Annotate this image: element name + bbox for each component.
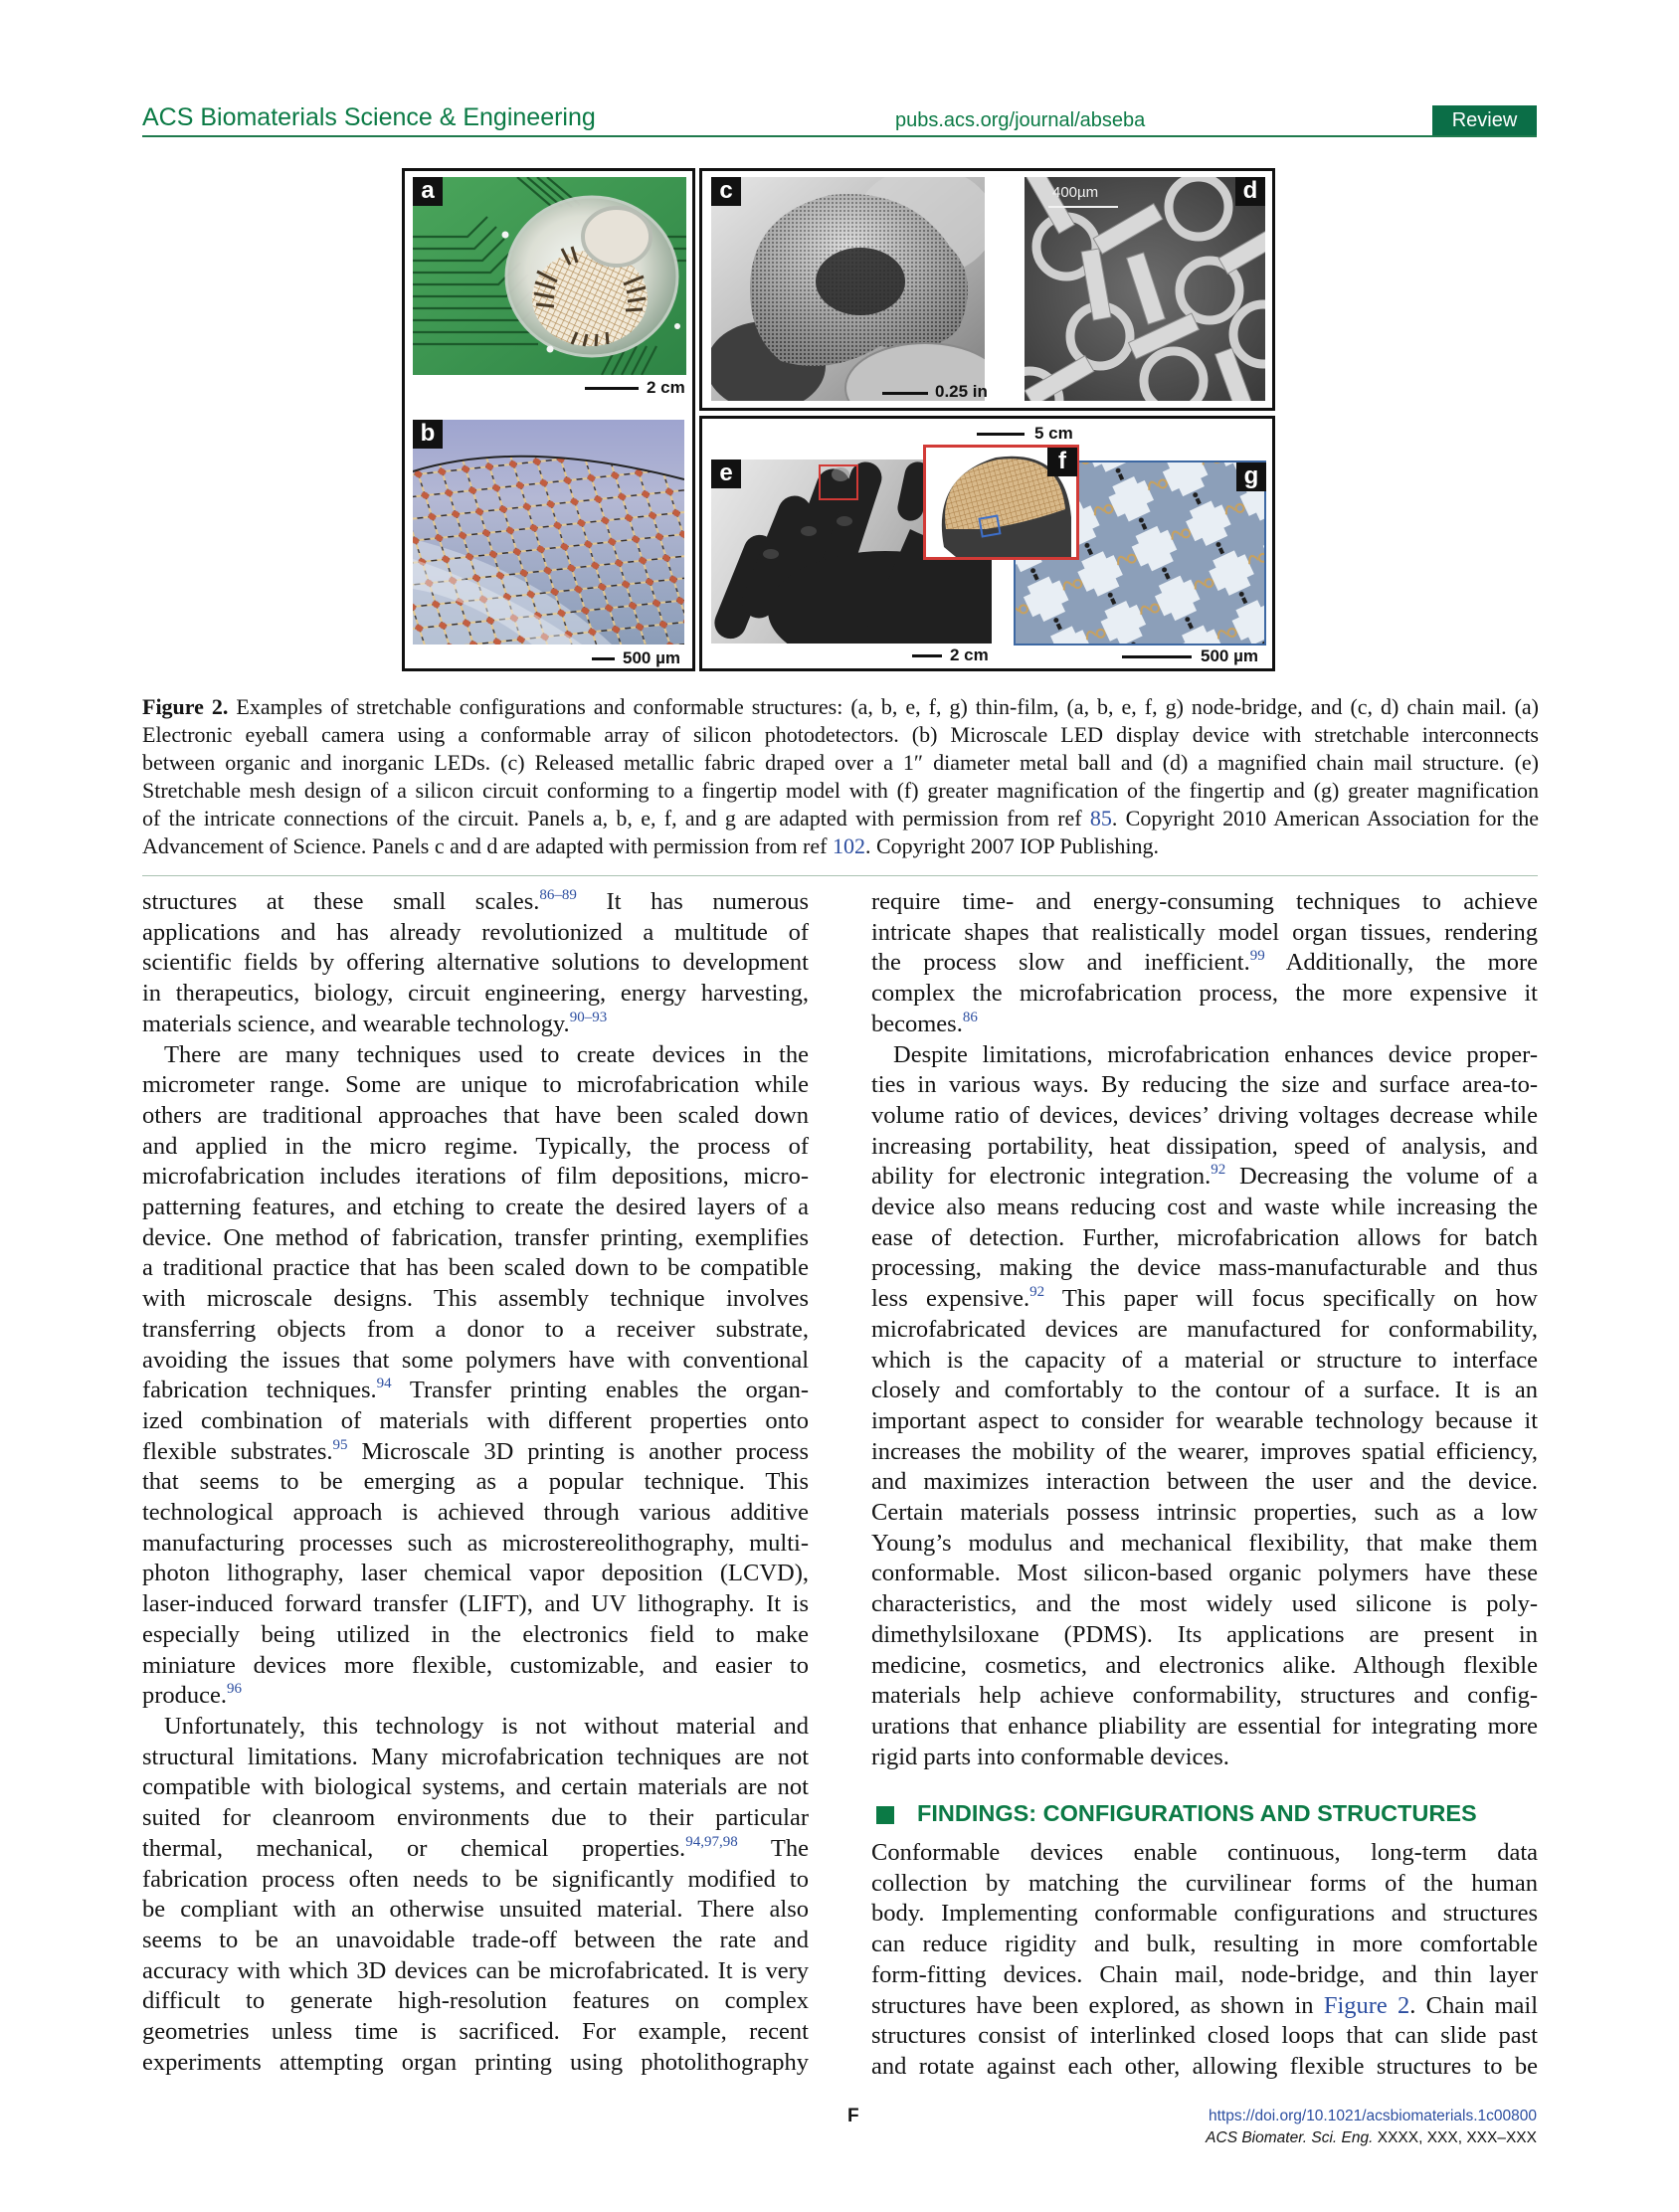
text-line: There are many techniques used to create devices in the (164, 1040, 809, 1068)
text-line: important aspect to consider for wearable technology because it (871, 1406, 1538, 1434)
text-line: fabrication techniques.$^{94}$ Transfer printing enables the organ- (142, 1376, 809, 1404)
text-line: applications and has already revolutionized a multitude of (142, 918, 809, 946)
text-line: can reduce rigidity and bulk, resulting in more comfortable (871, 1931, 1538, 1958)
scale-bar-label-g: 500 µm (1201, 646, 1258, 665)
reference-link[interactable]: Figure 2 (1323, 1991, 1410, 2019)
text-line: complex the microfabrication process, the more expensive it (871, 980, 1538, 1008)
scale-bar-d (1048, 206, 1118, 208)
scale-bar-label-c: 0.25 in (935, 382, 988, 401)
text-line: in therapeutics, biology, circuit engineering, energy harvesting, (142, 980, 809, 1008)
metallic-fabric-illustration (711, 177, 985, 401)
figure-caption (142, 693, 1539, 860)
journal-url-link[interactable]: pubs.acs.org/journal/abseba (895, 109, 1146, 131)
citation-link[interactable]: 94 (376, 1376, 392, 1392)
scale-bar-label-b: 500 µm (623, 648, 680, 667)
text-line: micrometer range. Some are unique to microfabrication while (142, 1071, 809, 1099)
text-line: structures consist of interlinked closed loops that can slide past (871, 2022, 1538, 2050)
citation-volume: XXXX, XXX, XXX–XXX (1373, 2129, 1537, 2146)
text-line: collection by matching the curvilinear forms of the human (871, 1869, 1538, 1897)
text-line: Stretchable mesh design of a silicon circuit conforming to a fingertip model with (f) greater magnification of the fingertip and (g) greater magnification (142, 778, 1539, 803)
text-line: form-fitting devices. Chain mail, node-bridge, and thin layer (871, 1960, 1538, 1988)
text-line: difficult to generate high-resolution features on complex (142, 1987, 809, 2015)
text-line: of the intricate connections of the circuit. Panels a, b, e, f, and g are adapted with permission from ref 85. Copyright 2010 American Association for the (142, 806, 1539, 830)
text-line: Figure 2. Examples of stretchable configurations and conformable structures: (a, b, e, f, g) thin-film, (a, b, e, f, g) node-bridge, and (c, d) chain mail. (a) (142, 694, 1539, 719)
section-heading: FINDINGS: CONFIGURATIONS AND STRUCTURES (917, 1800, 1477, 1826)
text-line: flexible substrates.$^{95}$ Microscale 3D printing is another process (142, 1436, 809, 1465)
text-line: closely and comfortably to the contour of a surface. It is an (871, 1377, 1538, 1404)
citation-link[interactable]: 92 (1029, 1284, 1045, 1301)
scale-bar-label-a: 2 cm (647, 378, 685, 397)
text-line: characteristics, and the most widely used silicone is poly- (871, 1590, 1538, 1618)
figure-panel-d-image (1025, 177, 1265, 401)
citation-link[interactable]: 95 (332, 1436, 348, 1453)
text-line: patterning features, and etching to create the desired layers of a (142, 1194, 809, 1221)
fingertip-highlight-box (819, 464, 858, 500)
text-line: device also means reducing cost and waste while increasing the (871, 1194, 1538, 1221)
citation-line (1206, 2128, 1537, 2148)
text-line: conformable. Most silicon-based organic polymers have these (871, 1560, 1538, 1587)
scale-bar-label-f: 5 cm (1034, 424, 1073, 443)
text-line: Unfortunately, this technology is not without material and (164, 1712, 809, 1740)
text-line: compatible with biological systems, and certain materials are not (142, 1773, 809, 1801)
text-line: suited for cleanroom environments due to their particular (142, 1804, 809, 1832)
text-line: urations that enhance pliability are essential for integrating more (871, 1712, 1538, 1740)
text-line: increases the mobility of the wearer, improves spatial efficiency, (871, 1437, 1538, 1465)
journal-title: ACS Biomaterials Science & Engineering (142, 103, 596, 131)
text-line: Despite limitations, microfabrication enhances device proper- (893, 1040, 1538, 1068)
text-line: Electronic eyeball camera using a conformable array of silicon photodetectors. (b) Microscale LED display device with stretchable interconnects (142, 722, 1539, 747)
led-display-mesh-illustration (413, 420, 684, 645)
text-line: miniature devices more flexible, customizable, and easier to (142, 1651, 809, 1679)
citation-link[interactable]: 86–89 (539, 887, 577, 903)
citation-link[interactable]: 86 (962, 1009, 978, 1025)
chain-mail-illustration (1025, 177, 1265, 401)
doi-link[interactable]: https://doi.org/10.1021/acsbiomaterials.1c00800 (1208, 2108, 1537, 2124)
text-line: transferring objects from a donor to a receiver substrate, (142, 1315, 809, 1343)
text-line: becomes.$^{86}$ (871, 1009, 978, 1037)
text-line: structural limitations. Many microfabrication techniques are not (142, 1743, 809, 1770)
text-line: laser-induced forward transfer (LIFT), and UV lithography. It is (142, 1590, 809, 1618)
panel-label-c: c (711, 177, 741, 206)
text-line: thermal, mechanical, or chemical properties.$^{94,97,98}$ The (142, 1833, 809, 1862)
scale-bar-f (977, 433, 1025, 436)
text-line: avoiding the issues that some polymers have with conventional (142, 1346, 809, 1374)
panel-label-g: g (1236, 462, 1266, 491)
text-line: microfabrication includes iterations of film depositions, micro- (142, 1163, 809, 1191)
scale-bar-label-d: 400µm (1052, 184, 1099, 201)
right-column (871, 887, 1538, 1772)
text-line: medicine, cosmetics, and electronics alike. Although flexible (871, 1651, 1538, 1679)
text-line: and applied in the micro regime. Typically, the process of (142, 1132, 809, 1160)
figure-panel-c-image (711, 177, 985, 401)
panel-label-a: a (413, 177, 443, 206)
text-line: between organic and inorganic LEDs. (c) Released metallic fabric draped over a 1″ diameter metal ball and (d) a magnified chain mail structure. (e) (142, 750, 1539, 775)
scale-bar-c (882, 392, 928, 395)
text-line: materials help achieve conformability, structures and config- (871, 1682, 1538, 1710)
text-line: be compliant with an otherwise unsuited material. There also (142, 1896, 809, 1924)
scale-bar-a (585, 387, 639, 390)
text-line: structures at these small scales.$^{86-89}$ It has numerous (142, 887, 809, 915)
text-line: ties in various ways. By reducing the size and surface area-to- (871, 1071, 1538, 1099)
text-line: seems to be an unavoidable trade-off between the rate and (142, 1926, 809, 1953)
text-line: a traditional practice that has been scaled down to be compatible (142, 1254, 809, 1282)
figure-panel-a-image (413, 177, 686, 375)
text-line: geometries unless time is sacrificed. For example, recent (142, 2018, 809, 2046)
text-line: microfabricated devices are manufactured for conformability, (871, 1315, 1538, 1343)
caption-label: Figure 2. (142, 694, 229, 719)
text-line: scientific fields by offering alternative solutions to development (142, 949, 809, 977)
text-line: ease of detection. Further, microfabrication allows for batch (871, 1223, 1538, 1251)
citation-link[interactable]: 96 (227, 1681, 243, 1698)
section-marker-icon (876, 1806, 894, 1824)
header-rule (142, 135, 1537, 137)
left-column (142, 887, 809, 2078)
panel-label-f: f (1047, 448, 1077, 476)
text-line: especially being utilized in the electronics field to make (142, 1620, 809, 1648)
text-line: and maximizes interaction between the user and the device. (871, 1468, 1538, 1496)
text-line: body. Implementing conformable configurations and structures (871, 1900, 1538, 1928)
text-line: and rotate against each other, allowing flexible structures to be (871, 2052, 1538, 2080)
citation-link[interactable]: 90–93 (569, 1009, 608, 1025)
text-line: which is the capacity of a material or structure to interface (871, 1346, 1538, 1374)
scale-bar-label-e: 2 cm (950, 645, 989, 664)
text-line: materials science, and wearable technology.$^{90-93}$ (142, 1009, 608, 1037)
text-line: produce.$^{96}$ (142, 1681, 243, 1710)
page-number: F (847, 2106, 859, 2126)
text-line: manufacturing processes such as microstereolithography, multi- (142, 1529, 809, 1557)
text-line: ability for electronic integration.$^{92}$ Decreasing the volume of a (871, 1162, 1538, 1191)
text-line: others are traditional approaches that have been scaled down (142, 1101, 809, 1129)
text-line: ized combination of materials with different properties onto (142, 1406, 809, 1434)
text-line: device. One method of fabrication, transfer printing, exemplifies (142, 1223, 809, 1251)
scale-bar-b (592, 657, 615, 660)
text-line: processing, making the device mass-manufacturable and thus (871, 1254, 1538, 1282)
citation-journal: ACS Biomater. Sci. Eng. (1206, 2129, 1374, 2146)
text-line: dimethylsiloxane (PDMS). Its applications are present in (871, 1620, 1538, 1648)
figure-panel-b-image (413, 420, 684, 645)
text-line: the process slow and inefficient.$^{99}$ Additionally, the more (871, 948, 1538, 977)
text-line: Conformable devices enable continuous, long-term data (871, 1839, 1538, 1866)
text-line: increasing portability, heat dissipation, speed of analysis, and (871, 1132, 1538, 1160)
citation-link[interactable]: 94,97,98 (685, 1833, 738, 1850)
panel-label-e: e (711, 460, 741, 488)
text-line: rigid parts into conformable devices. (871, 1743, 1229, 1770)
text-line: photon lithography, laser chemical vapor deposition (LCVD), (142, 1560, 809, 1587)
article-type-badge: Review (1432, 105, 1537, 135)
text-line: structures have been explored, as shown in Figure 2. Chain mail (871, 1991, 1538, 2019)
text-line: Young’s modulus and mechanical flexibility, that make them (871, 1529, 1538, 1557)
text-line: volume ratio of devices, devices’ driving voltages decrease while (871, 1101, 1538, 1129)
section-body (871, 1838, 1538, 2083)
reference-link[interactable]: 85 (1089, 806, 1112, 830)
text-line: that seems to be emerging as a popular technique. This (142, 1468, 809, 1496)
text-line: require time- and energy-consuming techniques to achieve (871, 888, 1538, 915)
scale-bar-g (1122, 655, 1192, 658)
eyeball-camera-illustration (413, 177, 686, 375)
reference-link[interactable]: 102 (832, 833, 865, 858)
text-line: accuracy with which 3D devices can be microfabricated. It is very (142, 1956, 809, 1984)
text-line: experiments attempting organ printing using photolithography (142, 2048, 809, 2076)
panel-label-b: b (413, 420, 443, 449)
text-line: Advancement of Science. Panels c and d are adapted with permission from ref 102. Copyright 2007 IOP Publishing. (142, 833, 1159, 858)
text-line: Certain materials possess intrinsic properties, such as a low (871, 1499, 1538, 1527)
text-line: with microscale designs. This assembly technique involves (142, 1285, 809, 1313)
citation-link[interactable]: 92 (1211, 1162, 1226, 1179)
text-line: technological approach is achieved through various additive (142, 1499, 809, 1527)
scale-bar-e (912, 654, 942, 657)
citation-link[interactable]: 99 (1249, 948, 1265, 965)
text-line: fabrication process often needs to be significantly modified to (142, 1865, 809, 1893)
caption-rule (142, 875, 1538, 876)
text-line: less expensive.$^{92}$ This paper will focus specifically on how (871, 1284, 1538, 1313)
panel-label-d: d (1235, 177, 1265, 206)
text-line: intricate shapes that realistically model organ tissues, rendering (871, 918, 1538, 946)
